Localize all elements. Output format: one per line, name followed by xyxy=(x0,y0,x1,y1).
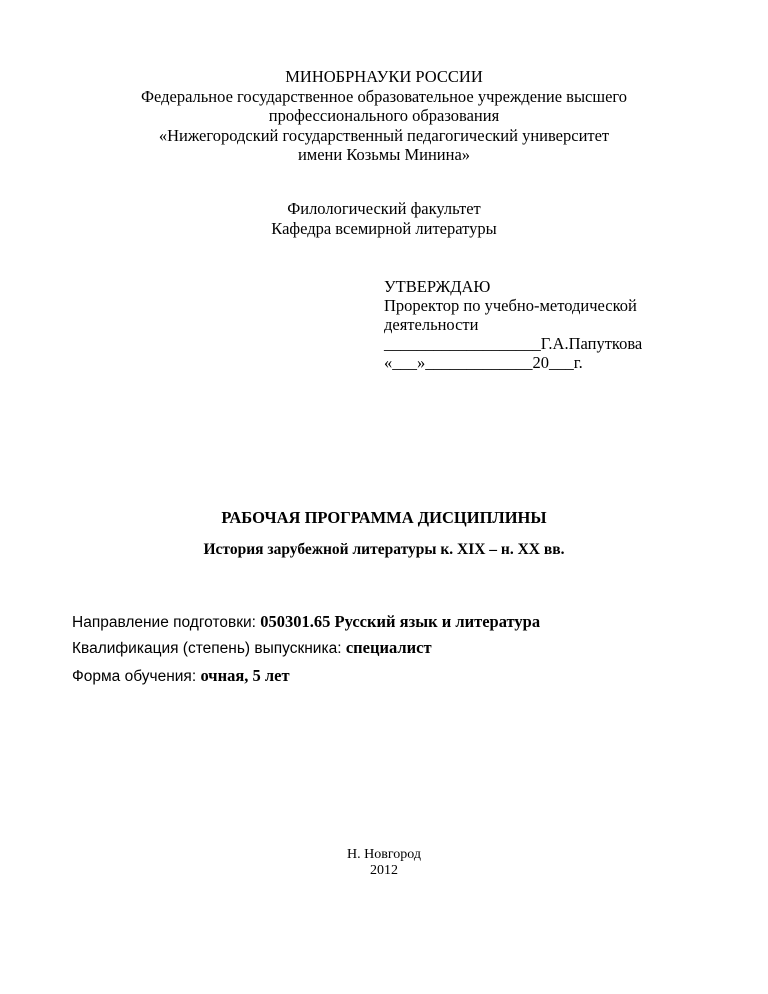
study-form-row xyxy=(72,666,290,686)
institution-header xyxy=(0,67,768,165)
department-name: Кафедра всемирной литературы xyxy=(271,218,497,238)
direction-row xyxy=(72,612,540,632)
footer-block xyxy=(0,847,768,879)
institution-type-cont: профессионального образования xyxy=(268,106,500,125)
qualification-row xyxy=(72,638,432,658)
document-title: РАБОЧАЯ ПРОГРАММА ДИСЦИПЛИНЫ xyxy=(221,508,547,527)
qualification-label: Квалификация (степень) выпускника: xyxy=(72,640,346,657)
direction-label: Направление подготовки: xyxy=(72,614,261,631)
ministry-name: МИНОБРНАУКИ РОССИИ xyxy=(285,67,483,86)
faculty-name: Филологический факультет xyxy=(287,199,481,218)
study-form-value: очная, 5 лет xyxy=(200,666,290,685)
date-line: «___»_____________20___г. xyxy=(384,353,583,372)
document-subtitle: История зарубежной литературы к. XIX – н. XX вв. xyxy=(203,541,565,558)
approval-heading: УТВЕРЖДАЮ xyxy=(384,277,491,296)
university-name-cont: имени Козьмы Минина» xyxy=(297,145,471,164)
direction-value: 050301.65 Русский язык и литература xyxy=(260,612,541,631)
institution-type: Федеральное государственное образовательное учреждение высшего xyxy=(140,86,628,106)
city-name: Н. Новгород xyxy=(347,847,421,862)
year: 2012 xyxy=(370,863,398,878)
study-form-label: Форма обучения: xyxy=(72,668,201,685)
qualification-value: специалист xyxy=(345,638,432,657)
approver-position: Проректор по учебно-методической xyxy=(384,296,637,315)
faculty-block xyxy=(0,199,768,238)
signature-line: ___________________Г.А.Папуткова xyxy=(384,334,643,353)
approver-position-cont: деятельности xyxy=(384,315,479,334)
university-name: «Нижегородский государственный педагогический университет xyxy=(158,125,610,145)
approval-block xyxy=(384,277,642,372)
